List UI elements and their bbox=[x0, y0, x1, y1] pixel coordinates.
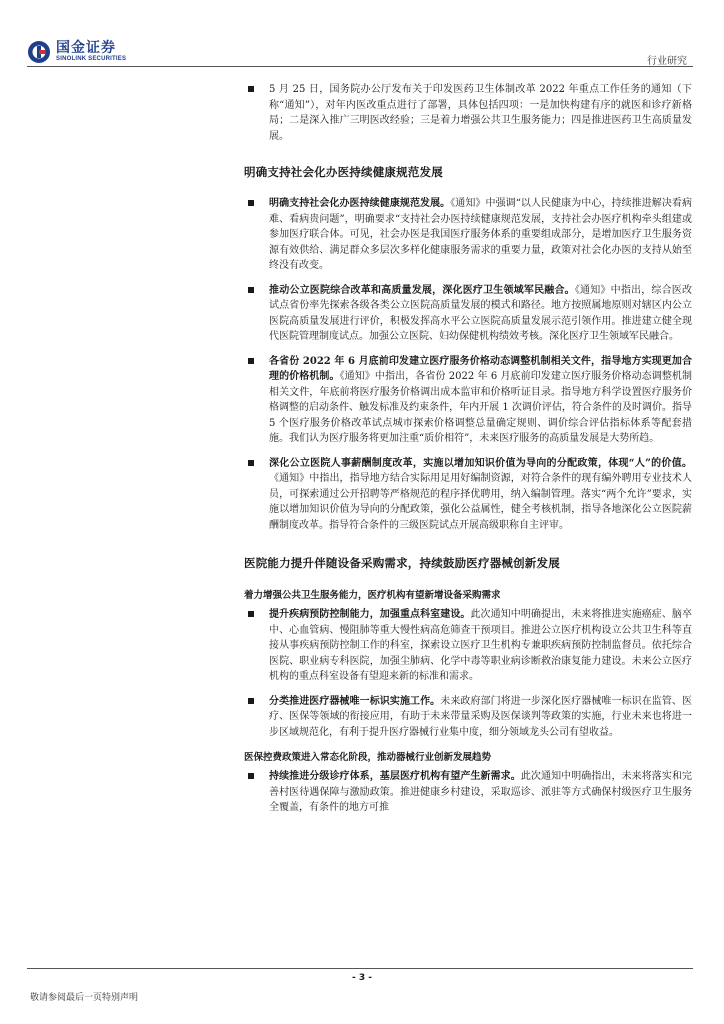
square-bullet-icon bbox=[248, 200, 254, 206]
item-lead: 提升疾病预防控制能力，加强重点科室建设。 bbox=[269, 609, 471, 620]
list-item bbox=[244, 769, 692, 816]
list-item bbox=[244, 196, 692, 274]
subsection-title: 着力增强公共卫生服务能力，医疗机构有望新增设备采购需求 bbox=[244, 590, 501, 601]
item-lead: 推动公立医院综合改革和高质量发展，深化医疗卫生领域军民融合。 bbox=[269, 284, 575, 296]
item-lead: 各省份 2022 年 6 月底前印发建立医疗服务价格动态调整机制相关文件，指导地方实现更加合理的价格机制。 bbox=[269, 355, 692, 382]
list-item bbox=[244, 694, 692, 741]
list-item bbox=[244, 456, 692, 534]
section-title: 明确支持社会化办医持续健康规范发展 bbox=[244, 165, 443, 179]
item-text: 《通知》中指出，各省份 2022 年 6 月底前印发建立医疗服务价格动态调整机制相关文件，年底前将医疗服务价格调出成本监审和价格听证目录。指导地方科学设置医疗服务价格调整的启动条件、触发标准及约束条件，年内开展 1 次调价评估，符合条件的及时调价。指导 5 个医疗服务价格改革试点城市探索价格调整总量确定规则、调价综合评估指标体系等配套措施。我们认为医疗服务将更加注重“质价相符”，未来医疗服务的高质量发展是大势所趋。 bbox=[269, 371, 692, 444]
item-text: 未来政府部门将进一步深化医疗器械唯一标识在监管、医疗、医保等领域的衔接应用，有助于未来带量采购及医保谈判等政策的实施，行业未来也将进一步区域规范化，有利于提升医疗器械行业集中度，细分领域龙头公司有望收益。 bbox=[269, 695, 693, 738]
square-bullet-icon bbox=[248, 698, 254, 704]
square-bullet-icon bbox=[248, 358, 254, 364]
sinolink-logo-icon bbox=[27, 40, 51, 64]
page-number: - 3 - bbox=[352, 973, 372, 983]
item-text: 《通知》中强调“以人民健康为中心，持续推进解决看病难、看病贵问题”，明确要求“支持社会办医持续健康规范发展，支持社会办医疗机构牵头组建或参加医疗联合体。可见，社会办医是我国医疗服务体系的重要组成部分，是增加医疗卫生服务资源有效供给、满足群众多层次多样化健康服务需求的重要力量，政策对社会化办医的支持从始至终没有改变。 bbox=[269, 198, 692, 271]
square-bullet-icon bbox=[248, 287, 254, 293]
item-lead: 持续推进分级诊疗体系，基层医疗机构有望产生新需求。 bbox=[269, 771, 521, 782]
section-title: 医院能力提升伴随设备采购需求，持续鼓励医疗器械创新发展 bbox=[244, 556, 560, 570]
item-text: 《通知》中指出，指导地方结合实际用足用好编制资源，对符合条件的现有编外聘用专业技术人员，可探索通过公开招聘等严格规范的程序择优聘用，纳入编制管理。落实“两个允许”要求，实施以增加知识价值为导向的分配政策，强化公益属性，健全考核机制，指导各地深化公立医院薪酬制度改革。指导符合条件的三级医院试点开展高级职称自主评审。 bbox=[269, 473, 692, 531]
item-text: 此次通知中明确指出，未来将落实和完善村医待遇保障与激励政策。推进健康乡村建设，采取巡诊、派驻等方式确保村级医疗卫生服务全覆盖，有条件的地方可推 bbox=[269, 771, 693, 813]
item-text: 《通知》中指出，综合医改试点省份率先探索各级各类公立医院高质量发展的模式和路径。地方按照属地原则对辖区内公立医院高质量发展进行评价，积极发挥高水平公立医院高质量发展示范引领作用。推进建立健全现代医院管理制度试点。加强公立医院、妇幼保健机构绩效考核。深化医疗卫生领域军民融合。 bbox=[269, 284, 693, 342]
square-bullet-icon bbox=[248, 773, 254, 779]
square-bullet-icon bbox=[248, 460, 254, 466]
logo-name-en: SINOLINK SECURITIES bbox=[56, 56, 127, 62]
report-category: 行业研究 bbox=[647, 56, 687, 67]
square-bullet-icon bbox=[248, 611, 254, 617]
report-body bbox=[244, 82, 692, 825]
list-item bbox=[244, 607, 692, 685]
item-lead: 分类推进医疗器械唯一标识实施工作。 bbox=[269, 695, 441, 707]
square-bullet-icon bbox=[248, 86, 254, 92]
page-header bbox=[0, 0, 724, 70]
item-text: 此次通知中明确提出，未来将推进实施癌症、脑卒中、心血管病、慢阻肺等重大慢性病高危筛查干预项目。推进公立医疗机构设立公共卫生科等直接从事疾病预防控制工作的科室，探索设立医疗卫生机构专兼职疾病预防控制监督员。依托综合医院、职业病专科医院，加强尘肺病、化学中毒等职业病诊断救治康复能力建设。未来公立医疗机构的重点科室设备有望迎来新的标准和需求。 bbox=[269, 609, 693, 682]
footer-divider bbox=[27, 968, 693, 969]
item-lead: 明确支持社会化办医持续健康规范发展。 bbox=[269, 198, 451, 209]
logo-name-cn: 国金证券 bbox=[56, 40, 116, 56]
item-lead: 深化公立医院人事薪酬制度改革，实施以增加知识价值为导向的分配政策，体现“人”的价值。 bbox=[269, 457, 692, 469]
company-logo bbox=[27, 40, 126, 64]
header-divider bbox=[27, 66, 693, 67]
disclaimer-note: 敬请参阅最后一页特别声明 bbox=[30, 993, 139, 1003]
subsection-title: 医保控费政策进入常态化阶段，推动器械行业创新发展趋势 bbox=[244, 752, 492, 763]
list-item bbox=[244, 283, 692, 345]
intro-paragraph: 5 月 25 日，国务院办公厅发布关于印发医药卫生体制改革 2022 年重点工作任务的通知（下称“通知”），对年内医改重点进行了部署，具体包括四项：一是加快构建有序的就医和诊疗新格局；二是深入推广三明医改经验；三是着力增强公共卫生服务能力；四是推进医药卫生高质量发展。 bbox=[244, 82, 692, 144]
list-item bbox=[244, 354, 692, 447]
